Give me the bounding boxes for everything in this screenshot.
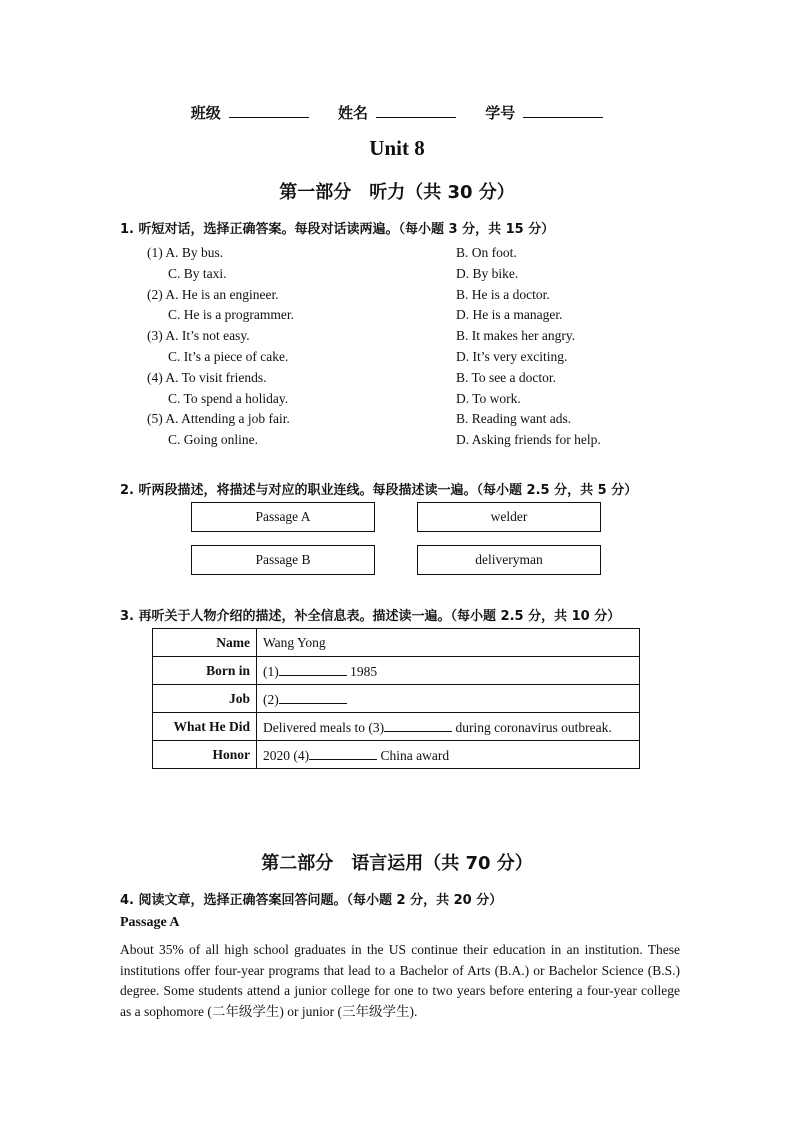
blank-4[interactable] bbox=[309, 745, 377, 760]
name-blank[interactable] bbox=[376, 103, 456, 118]
q4-option-c: C. To spend a holiday. bbox=[168, 391, 289, 406]
row-label-honor: Honor bbox=[153, 741, 257, 769]
student-id-blank[interactable] bbox=[523, 103, 603, 118]
q5-option-b: B. Reading want ads. bbox=[456, 411, 572, 426]
part1-title: 第一部分 听力（共 30 分） bbox=[279, 182, 515, 203]
row-value-born: (1) 1985 bbox=[257, 657, 640, 685]
table-row bbox=[153, 713, 640, 741]
row-value-name: Wang Yong bbox=[257, 629, 640, 657]
q5-option-d: D. Asking friends for help. bbox=[456, 432, 601, 447]
q4-option-d: D. To work. bbox=[456, 391, 521, 406]
blank-3[interactable] bbox=[384, 717, 452, 732]
job-deliveryman-box[interactable]: deliveryman bbox=[417, 545, 601, 575]
row-label-born: Born in bbox=[153, 657, 257, 685]
part2-title: 第二部分 语言运用（共 70 分） bbox=[261, 853, 533, 874]
student-info-line bbox=[0, 102, 794, 123]
q3-option-c: C. It’s a piece of cake. bbox=[168, 349, 289, 364]
q2-option-b: B. He is a doctor. bbox=[456, 287, 550, 302]
q1-option-b: B. On foot. bbox=[456, 245, 517, 260]
row-value-honor: 2020 (4) China award bbox=[257, 741, 640, 769]
name-field: 姓名 bbox=[338, 104, 456, 122]
table-row bbox=[153, 657, 640, 685]
unit-title: Unit 8 bbox=[369, 136, 425, 160]
q4-option-a: (4) A. To visit friends. bbox=[147, 370, 267, 385]
info-table bbox=[152, 628, 640, 769]
blank-1[interactable] bbox=[279, 661, 347, 676]
row-label-job: Job bbox=[153, 685, 257, 713]
q2-option-c: C. He is a programmer. bbox=[168, 307, 294, 322]
q5-option-c: C. Going online. bbox=[168, 432, 258, 447]
q2-option-a: (2) A. He is an engineer. bbox=[147, 287, 279, 302]
class-blank[interactable] bbox=[229, 103, 309, 118]
q3-option-b: B. It makes her angry. bbox=[456, 328, 576, 343]
row-label-name: Name bbox=[153, 629, 257, 657]
q1-option-d: D. By bike. bbox=[456, 266, 519, 281]
blank-2[interactable] bbox=[279, 689, 347, 704]
q1-option-c: C. By taxi. bbox=[168, 266, 227, 281]
q5-option-a: (5) A. Attending a job fair. bbox=[147, 411, 290, 426]
table-row bbox=[153, 685, 640, 713]
passage-a-box[interactable]: Passage A bbox=[191, 502, 375, 532]
passage-b-box[interactable]: Passage B bbox=[191, 545, 375, 575]
passage-a-text: About 35% of all high school graduates in the US continue their education in an institution. These institutions offer four-year programs that lead to a Bachelor of Arts (B.A.) or Bachelor Science (B.S.) degree. Some students attend a junior college for one to two years before entering a four-year college as a sophomore (二年级学生) or junior (三年级学生). bbox=[120, 942, 680, 1019]
row-value-what-he-did: Delivered meals to (3) during coronavirus outbreak. bbox=[257, 713, 640, 741]
q3-option-d: D. It’s very exciting. bbox=[456, 349, 568, 364]
job-welder-box[interactable]: welder bbox=[417, 502, 601, 532]
row-value-job: (2) bbox=[257, 685, 640, 713]
table-row bbox=[153, 629, 640, 657]
section2-heading: 2. 听两段描述，将描述与对应的职业连线。每段描述读一遍。（每小题 2.5 分，共 5 分） bbox=[120, 483, 638, 498]
student-id-field: 学号 bbox=[485, 104, 603, 122]
q4-option-b: B. To see a doctor. bbox=[456, 370, 557, 385]
q1-option-a: (1) A. By bus. bbox=[147, 245, 224, 260]
table-row bbox=[153, 741, 640, 769]
class-field: 班级 bbox=[191, 104, 309, 122]
row-label-what-he-did: What He Did bbox=[153, 713, 257, 741]
q2-option-d: D. He is a manager. bbox=[456, 307, 563, 322]
q3-option-a: (3) A. It’s not easy. bbox=[147, 328, 250, 343]
section4-heading: 4. 阅读文章，选择正确答案回答问题。（每小题 2 分，共 20 分） bbox=[120, 893, 503, 908]
section3-heading: 3. 再听关于人物介绍的描述，补全信息表。描述读一遍。（每小题 2.5 分，共 10 分） bbox=[120, 609, 621, 624]
section1-heading: 1. 听短对话，选择正确答案。每段对话读两遍。（每小题 3 分，共 15 分） bbox=[120, 222, 555, 237]
passage-a-label: Passage A bbox=[120, 915, 180, 930]
